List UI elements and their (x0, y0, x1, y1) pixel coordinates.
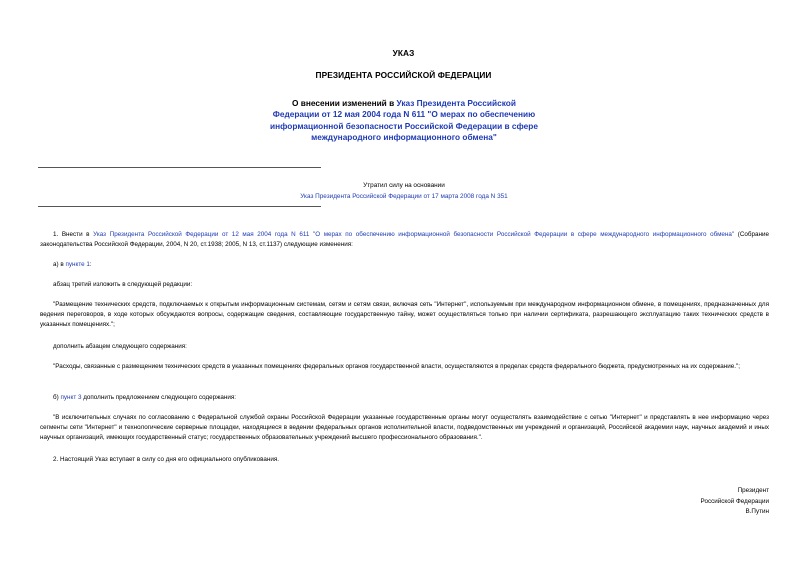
item-b-paragraph-1: "В исключительных случаях по согласованию с Федеральной службой охраны Российской Федерации указанные государственные органы могут осуществлять взаимодействие с сетью "Интернет" и представлять в нее информацию через сегменты сети "Интернет" и технологические серверные площадки, находящиеся в ведении федеральных органов исполнительной власти, подведомственных им учреждений и организаций, Российской академии наук, научных академий и иных научных организаций, имеющих государственный статус; государственных образовательных учреждений высшего профессионального образования.". (40, 414, 769, 441)
document-subtitle (270, 98, 538, 143)
item-b: б) пункт 3 дополнить предложением следующего содержания: (53, 394, 237, 401)
paragraph-2: 2. Настоящий Указ вступает в силу со дня его официального опубликования. (53, 456, 280, 463)
document-issuer: ПРЕЗИДЕНТА РОССИЙСКОЙ ФЕДЕРАЦИИ (315, 70, 492, 80)
point-3-link[interactable]: пункт 3 (60, 394, 82, 401)
item-a-paragraph-4: "Расходы, связанные с размещением технических средств в указанных помещениях федеральных органов государственной власти, осуществляются в пределах средств федерального бюджета, предусмотренных на их содержание."; (53, 363, 741, 370)
repeal-decree-link[interactable]: Указ Президента Российской Федерации от 17 марта 2008 года N 351 (300, 193, 508, 200)
item-a-paragraph-1: абзац третий изложить в следующей редакции: (53, 281, 193, 288)
subtitle-prefix: О внесении изменений в (292, 98, 395, 108)
decree-611-link[interactable]: Указ Президента Российской Федерации от 12 мая 2004 года N 611 "О мерах по обеспечению информационной безопасности Российской Федерации в сфере международного информационного обмена" (93, 231, 735, 238)
document-title: УКАЗ (392, 48, 415, 58)
paragraph-1: 1. Внести в Указ Президента Российской Федерации от 12 мая 2004 года N 611 "О мерах по обеспечению информационной безопасности Российской Федерации в сфере международного информационного обмена" (Собрание законодательства Российской Федерации, 2004, N 20, ст.1938; 2005, N 13, ст.1137) следующие изменения: (40, 231, 770, 248)
signature-block (569, 486, 769, 518)
signature-country: Российской Федерации (700, 497, 769, 505)
point-1-link[interactable]: пункте 1 (65, 261, 90, 268)
signature-position: Президент (737, 487, 769, 494)
divider-top (38, 167, 321, 168)
item-a-paragraph-3: дополнить абзацем следующего содержания: (53, 343, 187, 350)
divider-bottom (38, 206, 321, 207)
item-a-paragraph-2: "Размещение технических средств, подключаемых к открытым информационным системам, сетям и сетям связи, включая сеть "Интернет", используемым при международном информационном обмене, в помещениях, предназначенных для ведения переговоров, в ходе которых обсуждаются вопросы, содержащие сведения, составляющие государственную тайну, может осуществляться только при наличии сертификата, разрешающего эксплуатацию таких технических средств в указанных помещениях."; (40, 301, 769, 328)
amended-decree-link[interactable]: Указ Президента Российской Федерации от 12 мая 2004 года N 611 "О мерах по обеспечению информационной безопасности Российской Федерации в сфере международного информационного обмена" (270, 98, 538, 142)
signature-name: В.Путин (745, 508, 769, 516)
status-text: Утратил силу на основании (363, 182, 445, 189)
item-a: а) в пункте 1: (53, 261, 92, 268)
